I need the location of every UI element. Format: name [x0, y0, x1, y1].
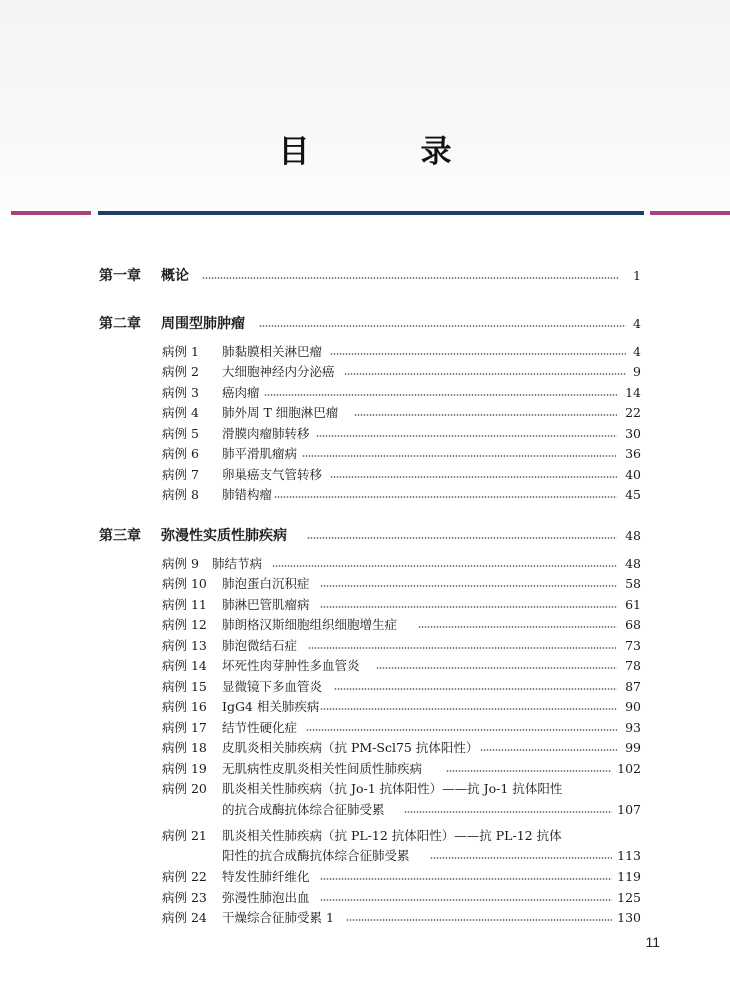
toc-case[interactable] — [0, 484, 730, 504]
case-title: 皮肌炎相关肺疾病（抗 PM-Scl75 抗体阳性） — [222, 740, 479, 755]
page-number: 14 — [625, 384, 641, 400]
case-title: 肺外周 T 细胞淋巴瘤 — [222, 405, 339, 420]
case-title: 滑膜肉瘤肺转移 — [222, 426, 310, 441]
chapter-title: 弥漫性实质性肺疾病 — [161, 528, 287, 544]
page-number: 48 — [625, 555, 641, 571]
toc-case[interactable] — [0, 573, 730, 593]
case-title: 大细胞神经内分泌癌 — [222, 364, 335, 379]
chapter-title: 概论 — [161, 268, 189, 284]
toc-case[interactable] — [0, 696, 730, 716]
page-number: 102 — [617, 760, 641, 776]
case-title: 无肌病性皮肌炎相关性间质性肺疾病 — [222, 761, 423, 776]
case-number: 病例 6 — [162, 446, 199, 461]
dot-leader — [354, 414, 617, 416]
page-number: 87 — [625, 678, 641, 694]
toc-case[interactable] — [0, 361, 730, 381]
page-title: 目 录 — [278, 134, 492, 170]
dot-leader — [404, 811, 612, 813]
case-title: 弥漫性肺泡出血 — [222, 890, 310, 905]
case-number: 病例 19 — [162, 761, 207, 776]
case-number: 病例 1 — [162, 344, 199, 359]
dot-leader — [274, 496, 617, 498]
dot-leader — [307, 537, 617, 539]
page-number: 30 — [625, 425, 641, 441]
toc-chapter-1[interactable] — [0, 265, 730, 285]
case-title: 肺错构瘤 — [222, 487, 273, 502]
dot-leader — [430, 857, 612, 859]
page-number: 99 — [625, 739, 641, 755]
chapter-number: 第一章 — [99, 268, 141, 284]
toc-case[interactable] — [0, 553, 730, 573]
case-title: 肺平滑肌瘤病 — [222, 446, 298, 461]
dot-leader — [316, 435, 617, 437]
case-number: 病例 20 — [162, 781, 207, 796]
case-number: 病例 4 — [162, 405, 199, 420]
case-number: 病例 7 — [162, 467, 199, 482]
toc-case-continuation[interactable] — [0, 845, 730, 865]
dot-leader — [480, 749, 617, 751]
dot-leader — [320, 899, 612, 901]
chapter-title: 周围型肺肿瘤 — [161, 316, 245, 332]
toc-case[interactable] — [0, 676, 730, 696]
case-title: 肺泡蛋白沉积症 — [222, 576, 310, 591]
case-title: 肺朗格汉斯细胞组织细胞增生症 — [222, 617, 398, 632]
case-title: 肺黏膜相关淋巴瘤 — [222, 344, 323, 359]
case-number: 病例 24 — [162, 910, 207, 925]
dot-leader — [446, 770, 612, 772]
page-number: 93 — [625, 719, 641, 735]
toc-case[interactable] — [0, 907, 730, 927]
case-title: 肺结节病 — [212, 556, 263, 571]
dot-leader — [264, 394, 617, 396]
toc-case[interactable] — [0, 866, 730, 886]
case-number: 病例 10 — [162, 576, 207, 591]
case-title: 坏死性肉芽肿性多血管炎 — [222, 658, 360, 673]
case-title: 特发性肺纤维化 — [222, 869, 310, 884]
case-number: 病例 17 — [162, 720, 207, 735]
toc-case[interactable] — [0, 443, 730, 463]
toc-case[interactable] — [0, 423, 730, 443]
case-title: 肺泡微结石症 — [222, 638, 298, 653]
chapter-number: 第二章 — [99, 316, 141, 332]
dot-leader — [330, 353, 626, 355]
toc-case[interactable] — [0, 825, 730, 845]
page-number: 107 — [617, 801, 641, 817]
toc-case[interactable] — [0, 614, 730, 634]
dot-leader — [308, 647, 617, 649]
case-number: 病例 13 — [162, 638, 207, 653]
dot-leader — [320, 606, 617, 608]
case-number: 病例 12 — [162, 617, 207, 632]
toc-case[interactable] — [0, 737, 730, 757]
toc-chapter-2[interactable] — [0, 313, 730, 333]
dot-leader — [344, 373, 626, 375]
page-number: 4 — [633, 343, 641, 359]
case-number: 病例 9 — [162, 556, 199, 571]
case-number: 病例 18 — [162, 740, 207, 755]
toc-chapter-3[interactable] — [0, 525, 730, 545]
page-number: 68 — [625, 616, 641, 632]
dot-leader — [302, 455, 617, 457]
page-number: 58 — [625, 575, 641, 591]
page-number: 113 — [617, 847, 641, 863]
dot-leader — [320, 878, 612, 880]
toc-case[interactable] — [0, 655, 730, 675]
case-title: IgG4 相关肺疾病 — [222, 699, 320, 714]
case-number: 病例 15 — [162, 679, 207, 694]
case-title: 肌炎相关性肺疾病（抗 Jo-1 抗体阳性）——抗 Jo-1 抗体阳性 — [222, 781, 563, 796]
dot-leader — [376, 667, 617, 669]
toc-case[interactable] — [0, 635, 730, 655]
page-number: 119 — [617, 868, 641, 884]
case-number: 病例 23 — [162, 890, 207, 905]
page-number: 4 — [633, 315, 641, 331]
toc-case[interactable] — [0, 594, 730, 614]
chapter-number: 第三章 — [99, 528, 141, 544]
page-number: 40 — [625, 466, 641, 482]
page-number: 61 — [625, 596, 641, 612]
case-title: 肌炎相关性肺疾病（抗 PL-12 抗体阳性）——抗 PL-12 抗体 — [222, 828, 562, 843]
toc-case[interactable] — [0, 887, 730, 907]
dot-leader — [272, 565, 617, 567]
page-number: 90 — [625, 698, 641, 714]
page-number: 22 — [625, 404, 641, 420]
toc-case[interactable] — [0, 758, 730, 778]
toc-case[interactable] — [0, 717, 730, 737]
dot-leader — [259, 325, 626, 327]
case-title: 肺淋巴管肌瘤病 — [222, 597, 310, 612]
case-title: 结节性硬化症 — [222, 720, 298, 735]
case-number: 病例 14 — [162, 658, 207, 673]
case-number: 病例 22 — [162, 869, 207, 884]
case-title: 干燥综合征肺受累 1 — [222, 910, 334, 925]
dot-leader — [320, 708, 617, 710]
case-number: 病例 16 — [162, 699, 207, 714]
page-number: 1 — [633, 267, 641, 283]
toc-case[interactable] — [0, 778, 730, 798]
toc-case-continuation[interactable] — [0, 799, 730, 819]
toc-case[interactable] — [0, 382, 730, 402]
case-title: 癌肉瘤 — [222, 385, 260, 400]
page-number: 130 — [617, 909, 641, 925]
toc-case[interactable] — [0, 402, 730, 422]
case-title-continued: 的抗合成酶抗体综合征肺受累 — [222, 802, 385, 817]
case-number: 病例 3 — [162, 385, 199, 400]
toc-case[interactable] — [0, 464, 730, 484]
dot-leader — [330, 476, 617, 478]
page-number: 78 — [625, 657, 641, 673]
dot-leader — [320, 585, 617, 587]
case-title: 卵巢癌支气管转移 — [222, 467, 323, 482]
page-number: 45 — [625, 486, 641, 502]
case-number: 病例 11 — [162, 597, 207, 612]
dot-leader — [346, 919, 612, 921]
dot-leader — [306, 729, 617, 731]
dot-leader — [202, 277, 619, 279]
case-number: 病例 21 — [162, 828, 207, 843]
case-title: 显微镜下多血管炎 — [222, 679, 323, 694]
case-title-continued: 阳性的抗合成酶抗体综合征肺受累 — [222, 848, 410, 863]
page-number: 9 — [633, 363, 641, 379]
toc-case[interactable] — [0, 341, 730, 361]
page-folio: 11 — [645, 934, 660, 950]
dot-leader — [418, 626, 617, 628]
dot-leader — [334, 688, 617, 690]
page-number: 36 — [625, 445, 641, 461]
page-number: 48 — [625, 527, 641, 543]
case-number: 病例 2 — [162, 364, 199, 379]
page-number: 73 — [625, 637, 641, 653]
page-number: 125 — [617, 889, 641, 905]
case-number: 病例 5 — [162, 426, 199, 441]
case-number: 病例 8 — [162, 487, 199, 502]
